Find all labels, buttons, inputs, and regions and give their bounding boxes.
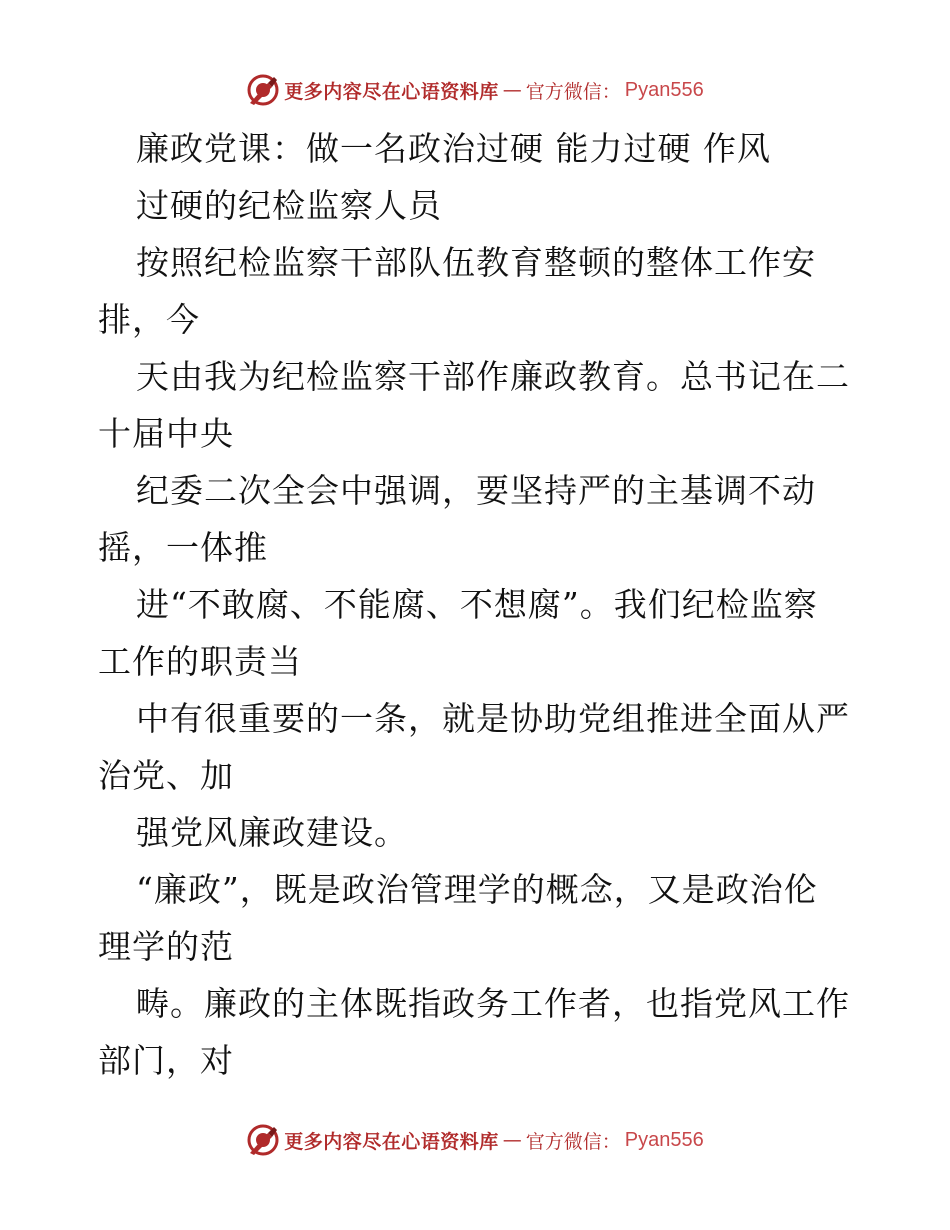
- text-line: 进“不敢腐、不能腐、不想腐”。我们纪检监察: [136, 585, 818, 624]
- banner-dash: —: [502, 79, 522, 101]
- text-line: 治党、加: [98, 756, 234, 795]
- text-line: 纪委二次全会中强调，要坚持严的主基调不动: [136, 471, 816, 510]
- text-line: 畴。廉政的主体既指政务工作者，也指党风工作: [136, 984, 850, 1023]
- text-line: 摇，一体推: [98, 528, 268, 567]
- banner-wechat-id: Pyan556: [624, 78, 704, 101]
- pen-logo-icon: [246, 1123, 280, 1157]
- text-line: 中有很重要的一条，就是协助党组推进全面从严: [136, 699, 850, 738]
- banner-wechat-label: 官方微信：: [525, 1130, 621, 1153]
- header-banner: [0, 70, 950, 110]
- text-line: 十届中央: [98, 414, 234, 453]
- text-line: 强党风廉政建设。: [136, 813, 408, 852]
- banner-slogan: 更多内容尽在心语资料库: [284, 80, 499, 103]
- banner-slogan: 更多内容尽在心语资料库: [284, 1130, 499, 1153]
- banner-dash: —: [502, 1129, 522, 1151]
- text-line: “廉政”，既是政治管理学的概念，又是政治伦: [136, 870, 818, 909]
- text-line: 理学的范: [98, 927, 234, 966]
- document-body: [98, 120, 858, 1089]
- text-line: 按照纪检监察干部队伍教育整顿的整体工作安: [136, 243, 816, 282]
- title-line-1: 廉政党课：做一名政治过硬 能力过硬 作风: [136, 129, 771, 168]
- header-banner-content: [246, 73, 704, 107]
- text-line: 天由我为纪检监察干部作廉政教育。总书记在二: [136, 357, 850, 396]
- text-line: 部门，对: [98, 1041, 234, 1080]
- pen-logo-icon: [246, 73, 280, 107]
- banner-wechat-id: Pyan556: [624, 1128, 704, 1151]
- title-line-2: 过硬的纪检监察人员: [136, 186, 442, 225]
- text-line: 工作的职责当: [98, 642, 302, 681]
- footer-banner-content: [246, 1123, 704, 1157]
- banner-wechat-label: 官方微信：: [525, 80, 621, 103]
- text-line: 排，今: [98, 300, 200, 339]
- footer-banner: [0, 1120, 950, 1160]
